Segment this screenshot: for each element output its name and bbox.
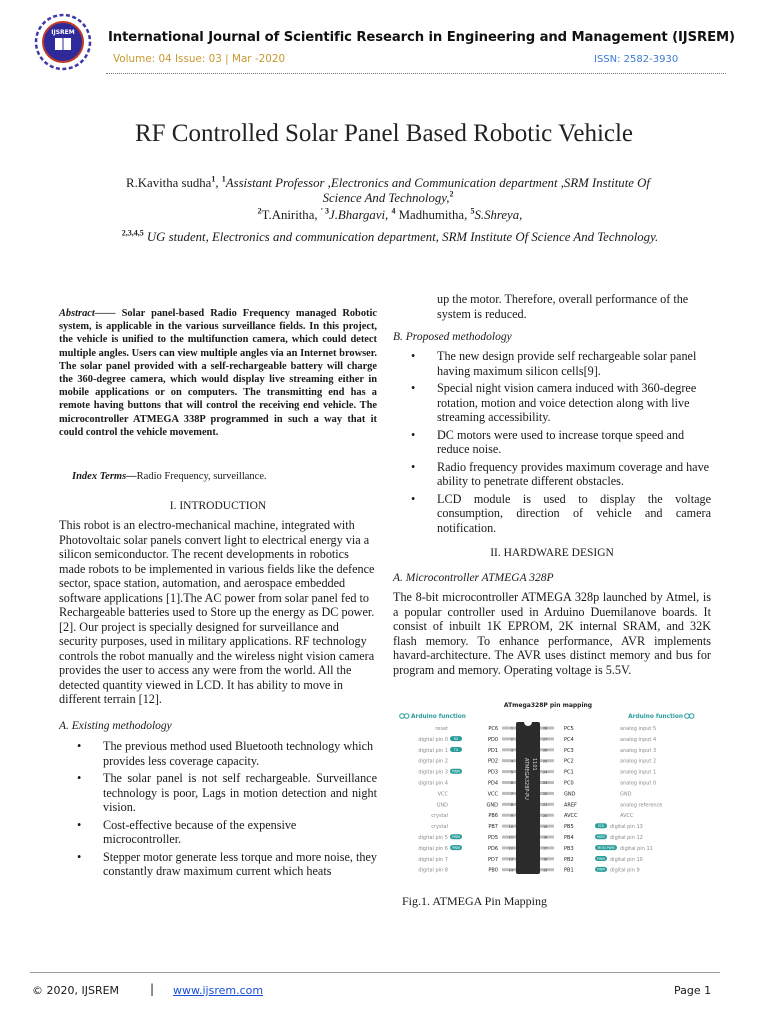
abstract-label: Abstract——	[59, 308, 116, 319]
pin-leg	[502, 748, 516, 751]
pin-badge-label: TX	[453, 747, 459, 752]
pin-number: 10	[508, 824, 513, 829]
pin-badge-label: PWM	[452, 769, 460, 774]
pin-number: 17	[543, 846, 548, 851]
pin-function-label: reset	[435, 726, 448, 732]
pin-number: 3	[510, 748, 513, 753]
pin-function-label: digital pin 12	[610, 835, 643, 841]
pin-number: 8	[510, 803, 513, 807]
pin-badge-label: MISO	[596, 835, 606, 839]
pin-port-label: PD3	[487, 769, 498, 776]
pin-rows	[418, 726, 662, 874]
subsection-heading-microcontroller: A. Microcontroller ATMEGA 328P	[393, 572, 554, 584]
pin-port-label: PB1	[564, 867, 574, 874]
pin-port-label: PD0	[487, 736, 498, 743]
pin-port-label: PD7	[487, 856, 498, 863]
pin-port-label: PB7	[488, 824, 498, 831]
pin-port-label: PC5	[564, 726, 574, 732]
pin-number: 24	[543, 770, 548, 775]
list-item: • The previous method used Bluetooth technology which provides less coverage capacity.	[59, 739, 377, 768]
author-name: R.Kavitha sudha	[126, 176, 212, 190]
pin-number: 26	[543, 748, 548, 753]
author-sep: ,	[215, 176, 222, 190]
author-line-3	[100, 230, 680, 245]
pin-port-label: PD1	[487, 747, 498, 754]
pin-number: 19	[543, 824, 548, 829]
pin-port-label: GND	[564, 791, 576, 798]
pin-number: 7	[510, 792, 513, 797]
figure-caption: Fig.1. ATMEGA Pin Mapping	[402, 894, 548, 908]
pin-function-label: digital pin 13	[610, 824, 643, 831]
introduction-text: This robot is an electro-mechanical machine, integrated with Photovoltaic solar panels convert light to electrical energy via a silicon semiconductor. The recent developments in robotics made robots to be implemented in various fields like the defence sector, space station, automation, and aerospace embedded software applications [1].The AC power from solar panel fed to Rechargeable batteries used to Store up the energy as DC power.[2]. Our project is specially designed for surveillance and security purposes, used in military applications. RF technology controls the robot manually and the wireless night vision camera provides the user to access any were from the world. All the detected quantity viewed in LCD. It has ability to move in different terrain [12].	[59, 518, 375, 706]
subsection-heading-proposed: B. Proposed methodology	[393, 331, 512, 343]
author-sup: 2,3,4,5	[121, 228, 144, 238]
pin-function-label: digital pin 11	[620, 845, 653, 852]
index-terms-text: Radio Frequency, surveillance.	[136, 471, 267, 482]
pin-function-label: analog input 4	[620, 736, 657, 743]
pin-leg	[502, 737, 516, 740]
pin-badge-label: RX	[453, 736, 459, 741]
header-divider	[106, 73, 726, 74]
subsection-heading-existing: A. Existing methodology	[59, 720, 172, 732]
pin-port-label: PD4	[487, 780, 498, 787]
pin-function-label: analog input 3	[620, 747, 657, 754]
author-affiliation: , SRM Institute Of Science And Technology.	[435, 230, 659, 244]
pin-function-label: GND	[436, 802, 448, 809]
footer-website-link[interactable]: www.ijsrem.com	[173, 984, 264, 997]
pin-number: 4	[510, 759, 513, 764]
page-number: Page 1	[674, 984, 712, 997]
pin-leg	[502, 781, 516, 784]
pin-leg	[502, 727, 516, 730]
index-terms-label: Index Terms—	[72, 471, 137, 482]
affil-sup: 2	[449, 189, 454, 199]
pin-function-label: crystal	[431, 813, 448, 820]
pin-number: 14	[508, 868, 513, 873]
right-function-header: Arduino function	[628, 714, 683, 720]
author-sup: 2	[257, 206, 262, 216]
author-sup: ' 3	[320, 206, 330, 216]
continued-text: up the motor. Therefore, overall performance of the system is reduced.	[437, 292, 689, 321]
list-item: • DC motors were used to increase torque speed and reduce noise.	[393, 428, 711, 457]
chip-code: 1101	[531, 758, 537, 771]
existing-methodology-list	[59, 739, 377, 882]
paper-title: RF Controlled Solar Panel Based Robotic Vehicle	[134, 120, 634, 147]
section-heading-hardware: II. HARDWARE DESIGN	[490, 547, 614, 559]
pin-function-label: digital pin 3	[418, 769, 448, 776]
pin-number: 13	[508, 857, 513, 862]
pin-badge-label: PWM	[597, 867, 605, 872]
pin-function-label: analog reference	[620, 802, 663, 809]
author-name: S.Shreya,	[474, 208, 523, 222]
footer-divider	[30, 972, 720, 973]
list-item: • LCD module is used to display the voltage consumption, direction of vehicle and camera notification.	[393, 492, 711, 536]
pin-port-label: PD6	[487, 845, 498, 852]
pin-badge-label: PWM	[452, 845, 460, 850]
abstract	[59, 307, 377, 439]
pin-number: 18	[543, 835, 548, 840]
pin-function-label: digital pin 6	[418, 845, 448, 852]
pin-function-label: GND	[620, 791, 632, 798]
volume-issue: Volume: 04 Issue: 03 | Mar -2020	[113, 53, 286, 65]
logo-text: IJSREM	[51, 29, 75, 36]
pin-number: 5	[510, 770, 513, 775]
pin-number: 9	[510, 813, 513, 818]
pin-port-label: GND	[486, 802, 498, 809]
journal-title: International Journal of Scientific Research in Engineering and Management (IJSREM)	[108, 30, 735, 45]
pin-function-label: digital pin 2	[418, 758, 448, 765]
pin-badge-label: PWM	[597, 856, 605, 861]
proposed-methodology-list	[393, 349, 711, 538]
pin-port-label: PC4	[564, 736, 574, 743]
infinity-icon	[685, 714, 694, 719]
pin-function-label: analog input 5	[620, 726, 657, 732]
list-item: • The solar panel is not self rechargeable. Surveillance technology is poor, Lags in motion detection and night vision.	[59, 771, 377, 815]
author-sup: 1	[211, 174, 216, 184]
list-item: • Stepper motor generate less torque and more noise, they constantly draw maximum current which heats	[59, 850, 377, 879]
pin-leg	[502, 759, 516, 762]
pin-leg	[502, 770, 516, 773]
pin-number: 20	[543, 813, 548, 818]
pin-function-label: AVCC	[620, 813, 634, 820]
pin-function-label: digital pin 8	[418, 867, 448, 874]
pin-port-label: PC6	[488, 726, 498, 732]
pin-number: 1	[510, 726, 513, 731]
pin-leg	[502, 814, 516, 817]
pin-number: 15	[543, 868, 548, 873]
pin-badge-label: MOSI PWM	[597, 845, 615, 850]
pin-port-label: PB0	[488, 867, 498, 874]
pin-port-label: PB5	[564, 824, 574, 831]
author-sup: 5	[470, 206, 475, 216]
affil-sup: 1	[221, 174, 226, 184]
pin-number: 25	[543, 759, 548, 764]
author-name: J.Bhargavi,	[329, 208, 392, 222]
pin-leg	[502, 792, 516, 795]
author-affiliation: UG student, Electronics and communication department	[143, 230, 436, 244]
pin-function-label: digital pin 7	[418, 856, 448, 863]
author-name: T.Aniritha,	[261, 208, 321, 222]
pin-function-label: digital pin 0	[418, 736, 448, 743]
author-name: Madhumitha,	[395, 208, 471, 222]
left-function-header: Arduino function	[411, 714, 466, 720]
pin-port-label: PB6	[488, 813, 498, 820]
pin-function-label: analog input 2	[620, 758, 657, 765]
pin-port-label: PC3	[564, 747, 574, 754]
footer-copyright: © 2020, IJSREM	[32, 984, 120, 997]
pin-function-label: digital pin 5	[418, 835, 448, 841]
pin-function-label: VCC	[437, 791, 448, 798]
pin-number: 23	[543, 781, 548, 786]
pin-port-label: PB3	[564, 845, 574, 852]
list-item: • The new design provide self rechargeable solar panel having maximum silicon cells[9].	[393, 349, 711, 378]
list-item: • Cost-effective because of the expensive microcontroller.	[59, 818, 377, 847]
chip-label: ATMEGA328P-PU	[523, 758, 529, 800]
pin-port-label: PB2	[564, 856, 574, 863]
pin-badge-label: PWM	[452, 835, 460, 839]
pin-number: 28	[543, 726, 548, 731]
issn: ISSN: 2582-3930	[594, 54, 679, 65]
hardware-text: The 8-bit microcontroller ATMEGA 328p launched by Atmel, is a popular controller used in Arduino Duemilanove boards. It consist of inbuilt 1K EPROM, 2K internal SRAM, and 32K flash memory. To enhance performance, AVR implements havard-architecture. The AVR uses distinct memory and bus for program and memory. Operating voltage is 5.5V.	[393, 590, 711, 677]
pin-number: 21	[543, 803, 548, 807]
pin-port-label: PB4	[564, 835, 574, 841]
abstract-text: Solar panel-based Radio Frequency managed Robotic system, is applicable in the various surveillance fields. In this project, the vehicle is unified to the multifunction camera, which could detect multiple angles. Users can view multiple angles via an Internet browser. The solar panel provided with a self-rechargeable battery will charge the 360-degree camera, which would display live streaming either in mobile applications or on computers. The transmitting end has a remote having buttons that will control the receiving end vehicle. The microcontroller ATMEGA 338P programmed in such a way that it could control the vehicle movement.	[59, 308, 377, 438]
pin-badge-label: SCK	[597, 824, 605, 829]
pin-port-label: VCC	[487, 791, 498, 798]
pin-port-label: PC2	[564, 758, 574, 765]
pin-function-label: crystal	[431, 824, 448, 831]
pin-number: 2	[510, 737, 513, 742]
author-sup: 4	[391, 206, 396, 216]
pin-function-label: analog input 0	[620, 780, 657, 787]
list-item: • Radio frequency provides maximum coverage and have ability to penetrate different obstacles.	[393, 460, 711, 489]
pin-number: 6	[510, 781, 513, 786]
pin-function-label: analog input 1	[620, 769, 657, 776]
index-terms	[72, 470, 372, 485]
pin-function-label: digital pin 9	[610, 867, 640, 874]
pin-port-label: PD5	[487, 835, 498, 841]
pin-number: 27	[543, 737, 548, 742]
pin-port-label: PC0	[564, 780, 574, 787]
pin-port-label: AREF	[564, 802, 577, 809]
infinity-icon	[400, 714, 409, 719]
pin-leg	[502, 803, 516, 806]
pin-number: 22	[543, 792, 548, 797]
author-affiliation: Assistant Professor ,Electronics and Communication department ,SRM Institute Of Science And Technology,	[225, 176, 650, 205]
pin-number: 11	[508, 835, 513, 840]
pin-number: 12	[508, 846, 513, 851]
pin-mapping-figure	[398, 700, 698, 886]
section-heading-introduction: I. INTRODUCTION	[169, 500, 267, 512]
journal-logo	[30, 12, 96, 72]
author-line-1	[108, 176, 668, 206]
author-line-2	[60, 208, 720, 223]
pin-number: 16	[543, 857, 548, 862]
pin-port-label: AVCC	[564, 813, 578, 820]
figure-title: ATmega328P pin mapping	[503, 702, 593, 709]
pin-port-label: PD2	[487, 758, 498, 765]
pin-function-label: digital pin 1	[418, 747, 448, 754]
pin-function-label: digital pin 10	[610, 856, 643, 863]
pin-port-label: PC1	[564, 769, 574, 776]
footer-separator: |	[150, 982, 155, 996]
list-item: • Special night vision camera induced with 360-degree rotation, motion and voice detection along with live streaming accessibility.	[393, 381, 711, 425]
pin-function-label: digital pin 4	[418, 780, 448, 787]
